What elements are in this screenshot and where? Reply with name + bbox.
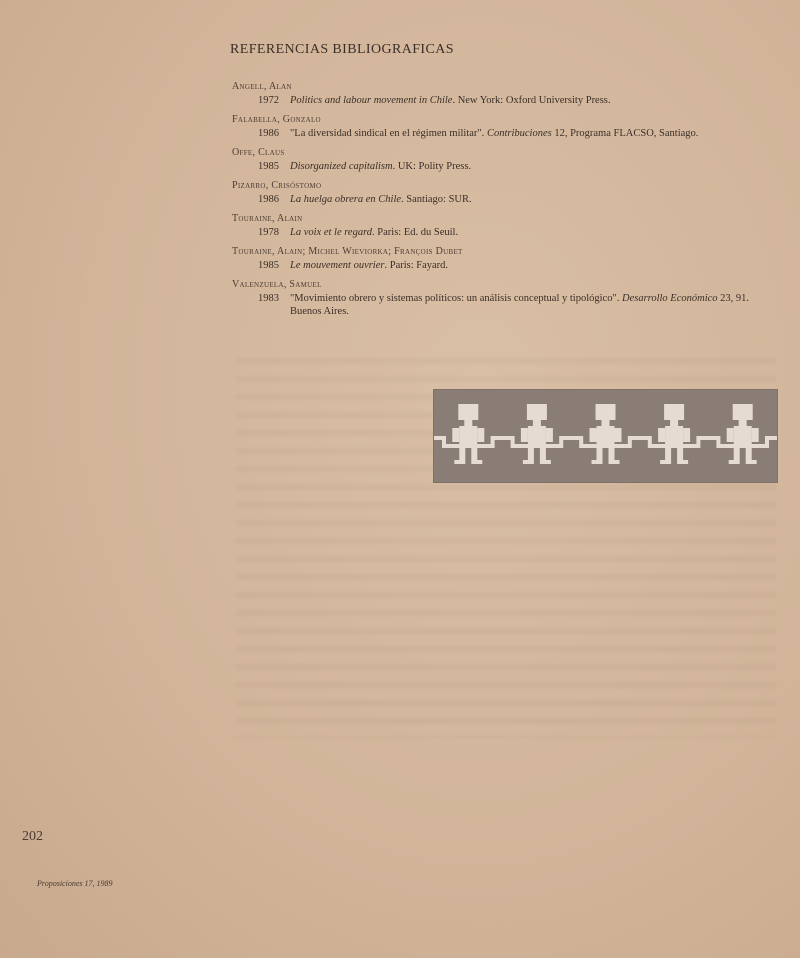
figure-neck: [670, 420, 678, 426]
reference-text: [290, 127, 782, 140]
reference-list: [232, 80, 782, 324]
figure-neck: [739, 420, 747, 426]
figure-neck: [602, 420, 610, 426]
reference-year: 1978: [258, 227, 279, 238]
reference-article: "Movimiento obrero y sistemas políticos: un análisis conceptual y tipológico".: [290, 293, 622, 304]
figure-foot: [454, 460, 462, 464]
reference-item: [232, 113, 782, 140]
figure-foot: [660, 460, 668, 464]
reference-text: [290, 94, 782, 107]
figure-head: [596, 404, 616, 420]
figure-arm: [590, 428, 597, 442]
reference-author: Touraine, Alain: [232, 213, 303, 224]
reference-item: [232, 212, 782, 239]
reference-publisher: . Santiago: SUR.: [401, 194, 472, 205]
reference-text: [290, 226, 782, 239]
reference-publisher: . New York: Oxford University Press.: [452, 95, 611, 106]
figure-head: [458, 404, 478, 420]
figure-head: [733, 404, 753, 420]
figure-foot: [680, 460, 688, 464]
figure-foot: [749, 460, 757, 464]
figure-head: [527, 404, 547, 420]
figure-body: [734, 426, 752, 446]
figure-foot: [523, 460, 531, 464]
reference-year: 1983: [258, 293, 279, 304]
reference-title: La huelga obrera en Chile: [290, 194, 402, 205]
reference-entry: [232, 193, 782, 206]
figure-arm: [658, 428, 665, 442]
figure-foot: [612, 460, 620, 464]
figure-arm: [615, 428, 622, 442]
reference-year: 1985: [258, 161, 279, 172]
reference-author: Touraine, Alain; Michel Wieviorka; François Dubet: [232, 246, 463, 257]
figure-body: [597, 426, 615, 446]
reference-item: [232, 278, 782, 318]
reference-item: [232, 146, 782, 173]
page-number: 202: [22, 829, 43, 844]
reference-author: Falabella, Gonzalo: [232, 114, 321, 125]
reference-author: Valenzuela, Samuel: [232, 279, 322, 290]
figure-arm: [752, 428, 759, 442]
reference-publisher: . UK: Polity Press.: [392, 161, 472, 172]
reference-year: 1986: [258, 128, 279, 139]
reference-item: [232, 80, 782, 107]
reference-text: [290, 259, 782, 272]
figure-foot: [729, 460, 737, 464]
reference-title: Contribuciones: [486, 128, 552, 139]
figure-head: [664, 404, 684, 420]
figure-arm: [727, 428, 734, 442]
reference-year: 1986: [258, 194, 279, 205]
reference-publisher: 12, Programa FLACSO, Santiago.: [551, 128, 699, 139]
reference-item: [232, 179, 782, 206]
textile-figures-icon: [434, 390, 777, 482]
reference-text: [290, 160, 782, 173]
reference-entry: [232, 94, 782, 107]
reference-text: [290, 292, 782, 318]
reference-year: 1972: [258, 95, 279, 106]
reference-entry: [232, 160, 782, 173]
figure-foot: [592, 460, 600, 464]
reference-author: Offe, Claus: [232, 147, 285, 158]
figure-arm: [477, 428, 484, 442]
reference-author: Pizarro, Crisóstomo: [232, 180, 322, 191]
reference-item: [232, 245, 782, 272]
reference-text: [290, 193, 782, 206]
reference-entry: [232, 127, 782, 140]
figure-neck: [464, 420, 472, 426]
reference-publisher: . Paris: Fayard.: [384, 260, 449, 271]
figure-arm: [546, 428, 553, 442]
reference-title: Desarrollo Económico: [621, 293, 718, 304]
figure-arm: [452, 428, 459, 442]
figure-body: [665, 426, 683, 446]
figure-body: [459, 426, 477, 446]
reference-entry: [232, 226, 782, 239]
footer-citation: Proposiciones 17, 1989: [37, 879, 113, 888]
figure-arm: [521, 428, 528, 442]
reference-entry: [232, 292, 782, 318]
figure-arm: [683, 428, 690, 442]
reference-title: Politics and labour movement in Chile: [290, 95, 453, 106]
reference-article: "La diversidad sindical en el régimen militar".: [290, 128, 487, 139]
reference-publisher: . Paris: Ed. du Seuil.: [372, 227, 459, 238]
reference-title: Disorganized capitalism: [290, 161, 393, 172]
figure-body: [528, 426, 546, 446]
figure-foot: [543, 460, 551, 464]
reference-year: 1985: [258, 260, 279, 271]
figure-neck: [533, 420, 541, 426]
section-heading: REFERENCIAS BIBLIOGRAFICAS: [230, 42, 454, 57]
reference-entry: [232, 259, 782, 272]
reference-author: Angell, Alan: [232, 81, 292, 92]
reference-title: La voix et le regard: [290, 227, 373, 238]
reference-publisher: 23, 91. Buenos Aires.: [290, 293, 750, 317]
textile-figure: [433, 389, 778, 483]
figure-foot: [474, 460, 482, 464]
reference-title: Le mouvement ouvrier: [290, 260, 385, 271]
